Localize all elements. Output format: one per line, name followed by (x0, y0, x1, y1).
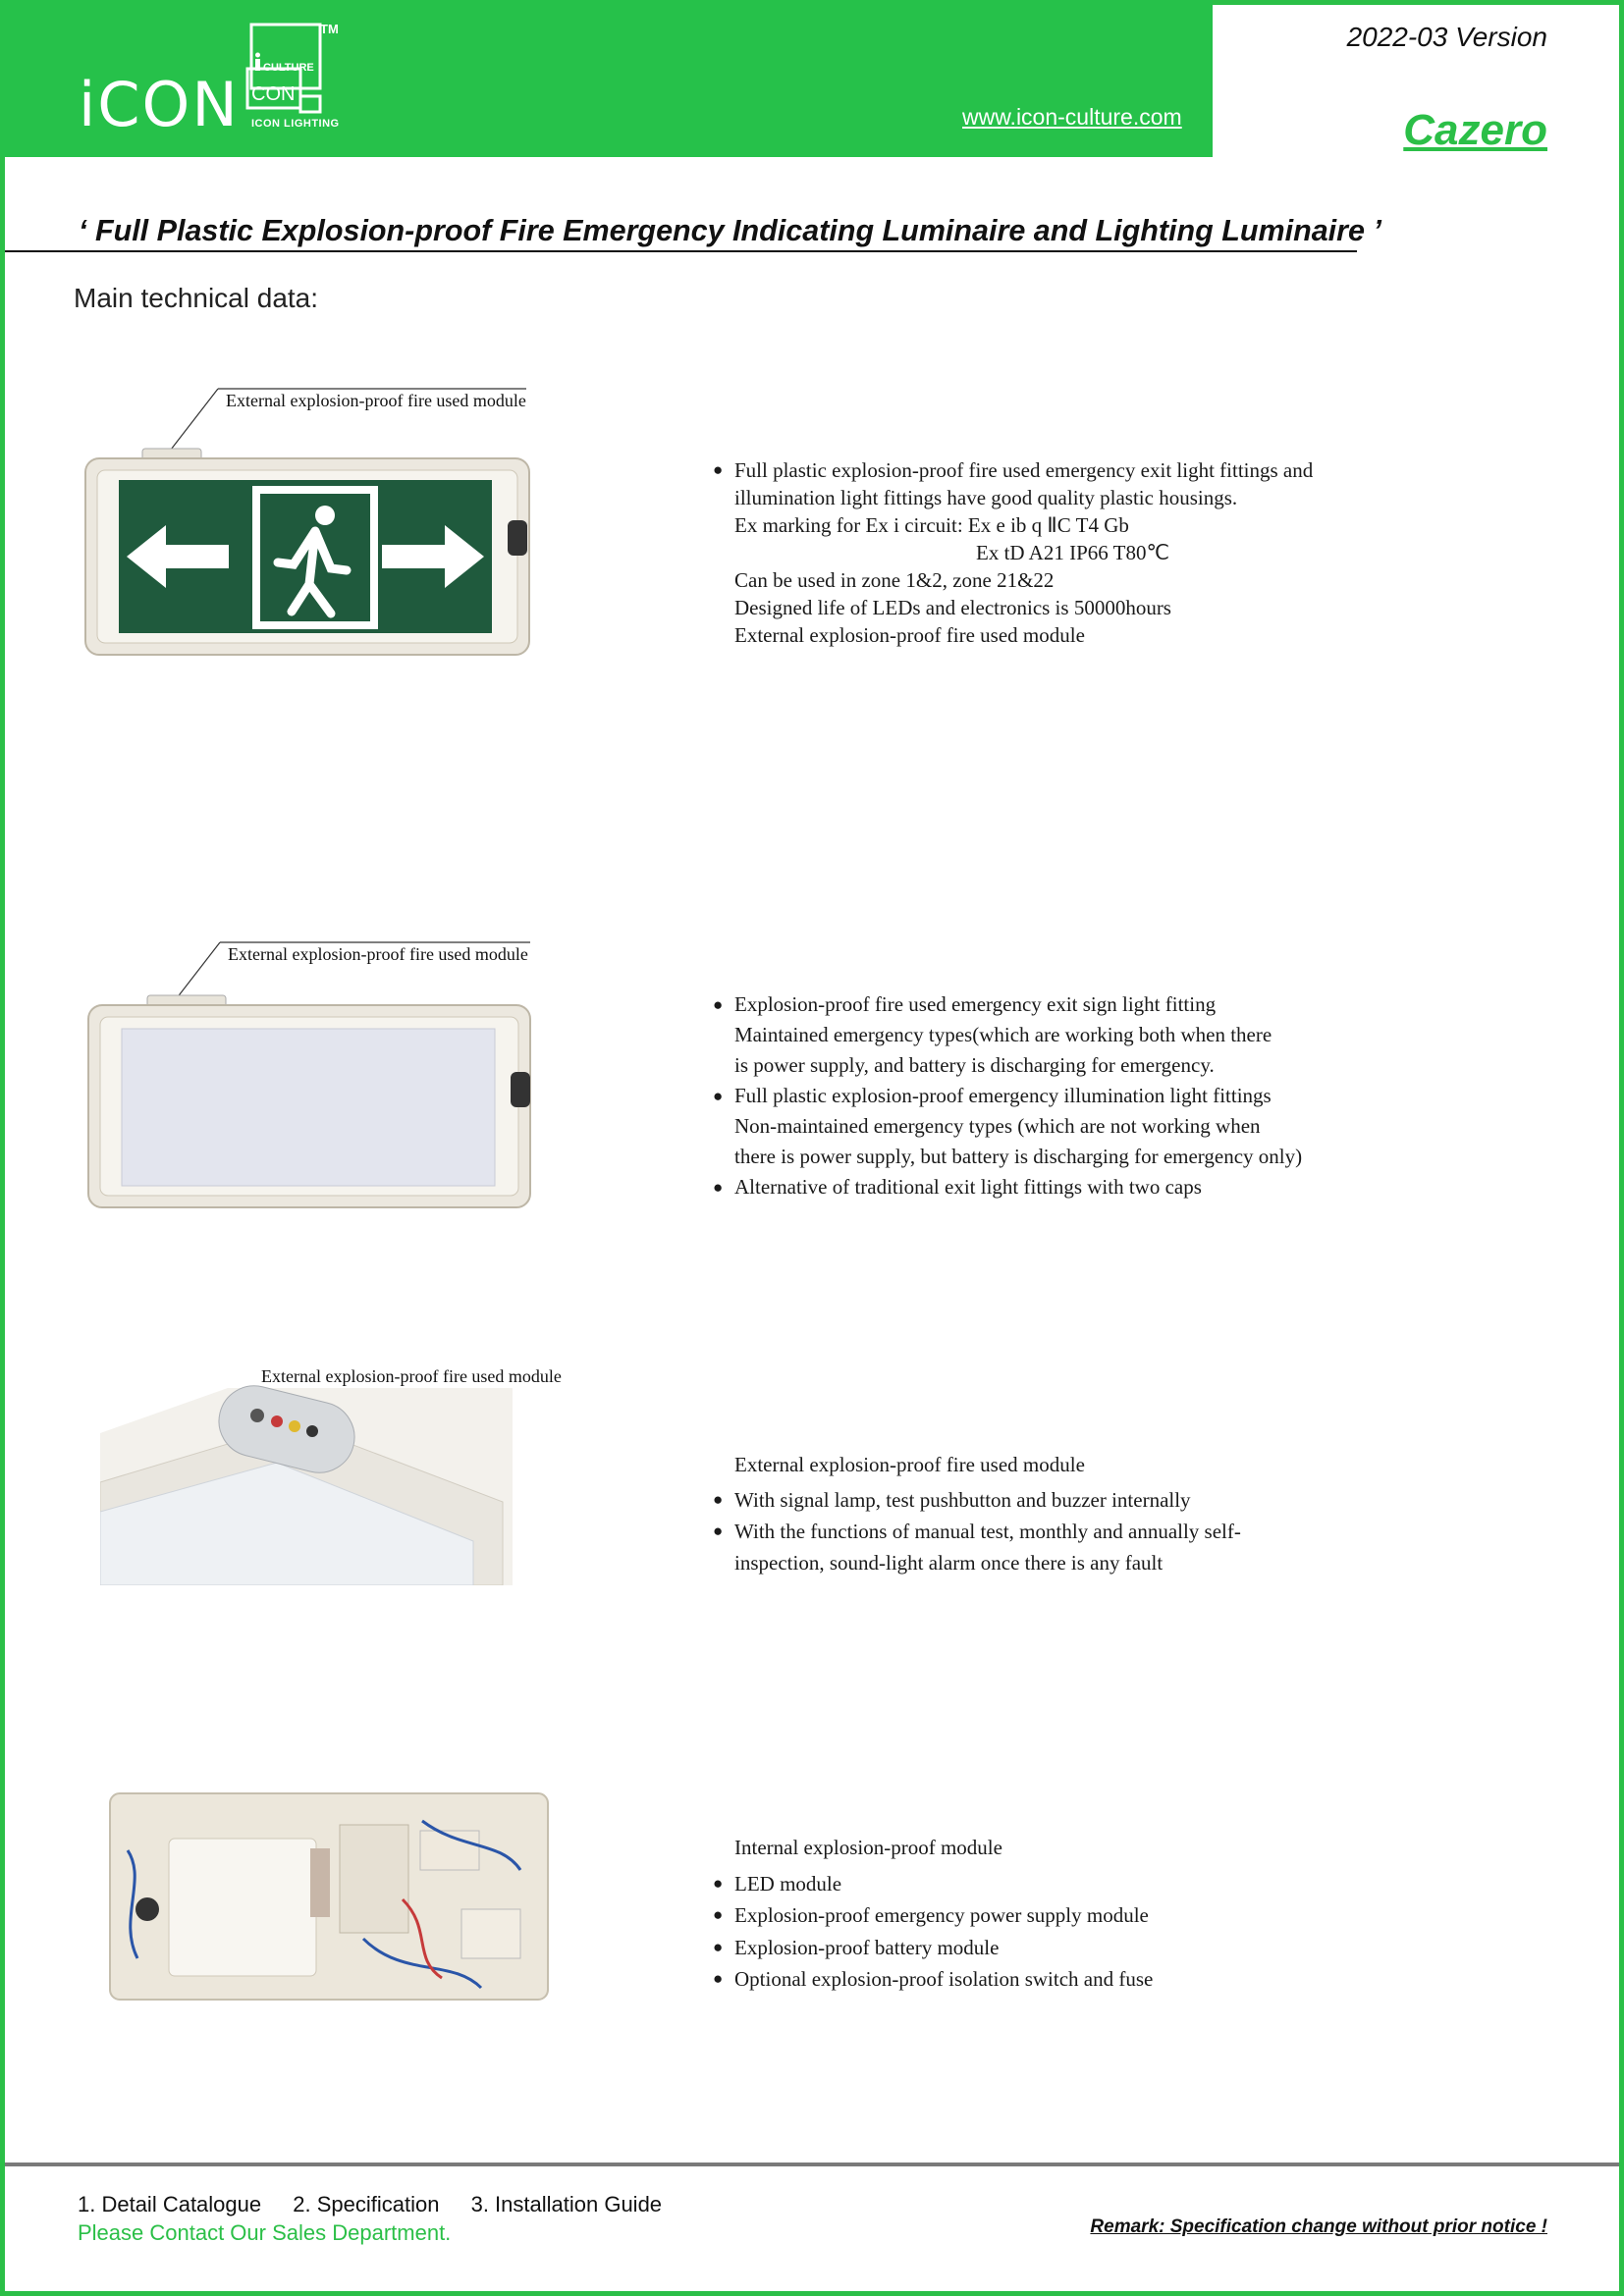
spec-line: ● Explosion-proof battery module (713, 1932, 1153, 1964)
logo-subtitle: ICON LIGHTING (251, 118, 340, 130)
spec-line: Can be used in zone 1&2, zone 21&22 (734, 568, 1055, 592)
spec-line: ● Optional explosion-proof isolation switch and fuse (713, 1963, 1153, 1996)
trademark-mark: TM (320, 22, 339, 36)
brand-logo-text: iCON (79, 69, 240, 140)
spec-line: Designed life of LEDs and electronics is 50000hours (734, 596, 1171, 619)
spec-list-3 (713, 1449, 1241, 1578)
callout-label-2: External explosion-proof fire used module (228, 944, 528, 964)
spec-list-1 (713, 456, 1313, 649)
exit-sign-luminaire-image (83, 447, 555, 663)
spec-line: Maintained emergency types(which are working both when there (734, 1023, 1272, 1046)
spec-line: ● Full plastic explosion-proof emergency illumination light fittings (713, 1081, 1302, 1111)
specification-remark: Remark: Specification change without prior notice ! (1090, 2216, 1547, 2237)
spec-list-2 (713, 989, 1302, 1202)
callout-label-3: External explosion-proof fire used module (261, 1366, 562, 1386)
spec-line: inspection, sound-light alarm once there is any fault (734, 1551, 1164, 1575)
spec-line: there is power supply, but battery is discharging for emergency only) (734, 1145, 1303, 1168)
external-module-image (100, 1384, 513, 1585)
spec-line: illumination light fittings have good quality plastic housings. (734, 486, 1238, 509)
spec-line: Non-maintained emergency types (which are not working when (734, 1114, 1261, 1138)
spec-line: Ex tD A21 IP66 T80℃ (976, 541, 1170, 564)
section-heading: Main technical data: (74, 283, 319, 313)
spec-line: ● With the functions of manual test, monthly and annually self- (713, 1516, 1241, 1547)
spec-line: ● Explosion-proof emergency power supply module (713, 1899, 1153, 1932)
title-underline (5, 250, 1357, 252)
specification-link[interactable]: 2. Specification (293, 2192, 440, 2216)
spec-line: ● LED module (713, 1868, 1153, 1900)
spec-line: ● Alternative of traditional exit light fittings with two caps (713, 1172, 1302, 1202)
logo-con-text: CON (251, 83, 296, 105)
product-brand-name[interactable]: Cazero (1403, 106, 1547, 154)
spec-line: External explosion-proof fire used module (734, 623, 1085, 647)
spec-line: External explosion-proof fire used module (734, 1453, 1085, 1476)
version-label: 2022-03 Version (1346, 22, 1547, 52)
footer-divider (5, 2163, 1619, 2166)
internal-module-image (108, 1791, 550, 2002)
illumination-luminaire-image (86, 993, 558, 1209)
spec-line: ● Explosion-proof fire used emergency exit sign light fitting (713, 989, 1302, 1020)
spec-line: is power supply, and battery is discharging for emergency. (734, 1053, 1215, 1077)
spec-line: ● Full plastic explosion-proof fire used emergency exit light fittings and (713, 456, 1313, 484)
spec-list-4 (713, 1832, 1153, 1996)
installation-guide-link[interactable]: 3. Installation Guide (470, 2192, 663, 2216)
spec-line: ● With signal lamp, test pushbutton and buzzer internally (713, 1484, 1241, 1516)
document-title: ‘ Full Plastic Explosion-proof Fire Emergency Indicating Luminaire and Lighting Luminaire ’ (79, 214, 1381, 247)
footer-document-links (78, 2192, 687, 2217)
spec-line: Ex marking for Ex i circuit: Ex e ib q ⅡC T4 Gb (734, 513, 1129, 537)
contact-sales-note: Please Contact Our Sales Department. (78, 2220, 452, 2245)
callout-label-1: External explosion-proof fire used module (226, 391, 526, 410)
detail-catalogue-link[interactable]: 1. Detail Catalogue (78, 2192, 262, 2216)
logo-culture-text: CULTURE (263, 62, 314, 74)
website-link[interactable]: www.icon-culture.com (962, 104, 1182, 130)
spec-line: Internal explosion-proof module (734, 1836, 1002, 1859)
icon-culture-logo (245, 22, 344, 120)
